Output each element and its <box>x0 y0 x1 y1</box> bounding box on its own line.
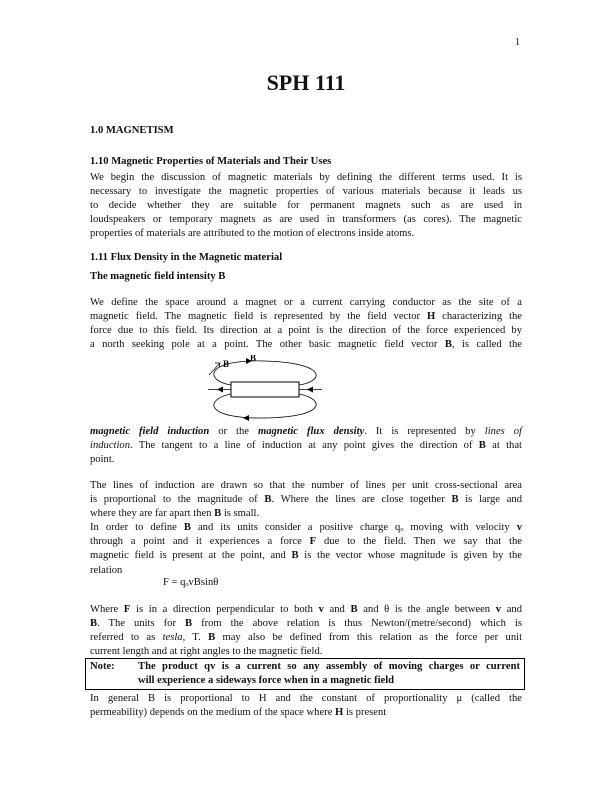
intro-paragraph <box>90 171 522 241</box>
text-line: properties of materials are attributed to the motion of electrons inside atoms. <box>90 228 415 240</box>
force-formula: F = qₒvBsinθ <box>163 577 219 588</box>
text-line: necessary to investigate the magnetic properties of various materials because it leads us <box>90 186 522 198</box>
field-definition-paragraph: We define the space around a magnet or a current carrying conductor as the site of a magnetic field. The magnetic field is represented by the field vector H characterizing the force due to this field. Its direction at a point is the direction of the force experienced by a north seeking pole at a point. The other basic magnetic field vector B, is called the <box>90 297 522 351</box>
document-title: SPH 111 <box>266 70 346 95</box>
text-line: to decide whether they are suitable for permanent magnets such as are used in <box>90 200 522 212</box>
note-box <box>85 658 525 690</box>
diagram-label-b: B <box>223 359 230 369</box>
permeability-paragraph: In general B is proportional to H and the constant of proportionality μ (called the permeability) depends on the medium of the space where H is present <box>90 693 522 719</box>
lines-of-induction-paragraph: The lines of induction are drawn so that the number of lines per unit cross-sectional area is proportional to the magnitude of B. Where the lines are close together B is large and where they are far apart then B is small. In order to define B and its units consider a positive charge qₒ moving with velocity v through a point and it experiences a force F due to the field. Then we say that the magnetic field is present at the point, and B is the vector whose magnitude is given by the relation <box>90 480 522 576</box>
subheading-field-intensity: The magnetic field intensity B <box>90 271 226 282</box>
note-text-line: The product qv is a current so any assembly of moving charges or current <box>138 661 520 672</box>
heading-magnetism: 1.0 MAGNETISM <box>90 125 174 136</box>
induction-paragraph: magnetic field induction or the magnetic flux density. It is represented by lines of induction. The tangent to a line of induction at any point gives the direction of B at that point. <box>90 426 523 466</box>
note-text-line: will experience a sideways force when in a magnetic field <box>138 675 395 686</box>
heading-magnetic-properties: 1.10 Magnetic Properties of Materials and Their Uses <box>90 156 332 167</box>
page-number: 1 <box>515 37 520 48</box>
diagram-label-b: B <box>250 355 257 363</box>
heading-flux-density: 1.11 Flux Density in the Magnetic material <box>90 252 283 263</box>
text-line: We begin the discussion of magnetic materials by defining the different terms used. It is <box>90 172 522 183</box>
note-label: Note: <box>90 661 115 672</box>
bar-magnet-field-lines-diagram <box>205 355 335 425</box>
text-line: loudspeakers or temporary magnets as are used in transformers (as cores). The magnetic <box>90 214 522 226</box>
tesla-paragraph: Where F is in a direction perpendicular to both v and B and θ is the angle between v and B. The units for B from the above relation is thus Newton/(metre/second) which is referred to as tesla, T. B may also be defined from this relation as the force per unit current length and at right angles to the magnetic field. <box>90 604 523 658</box>
